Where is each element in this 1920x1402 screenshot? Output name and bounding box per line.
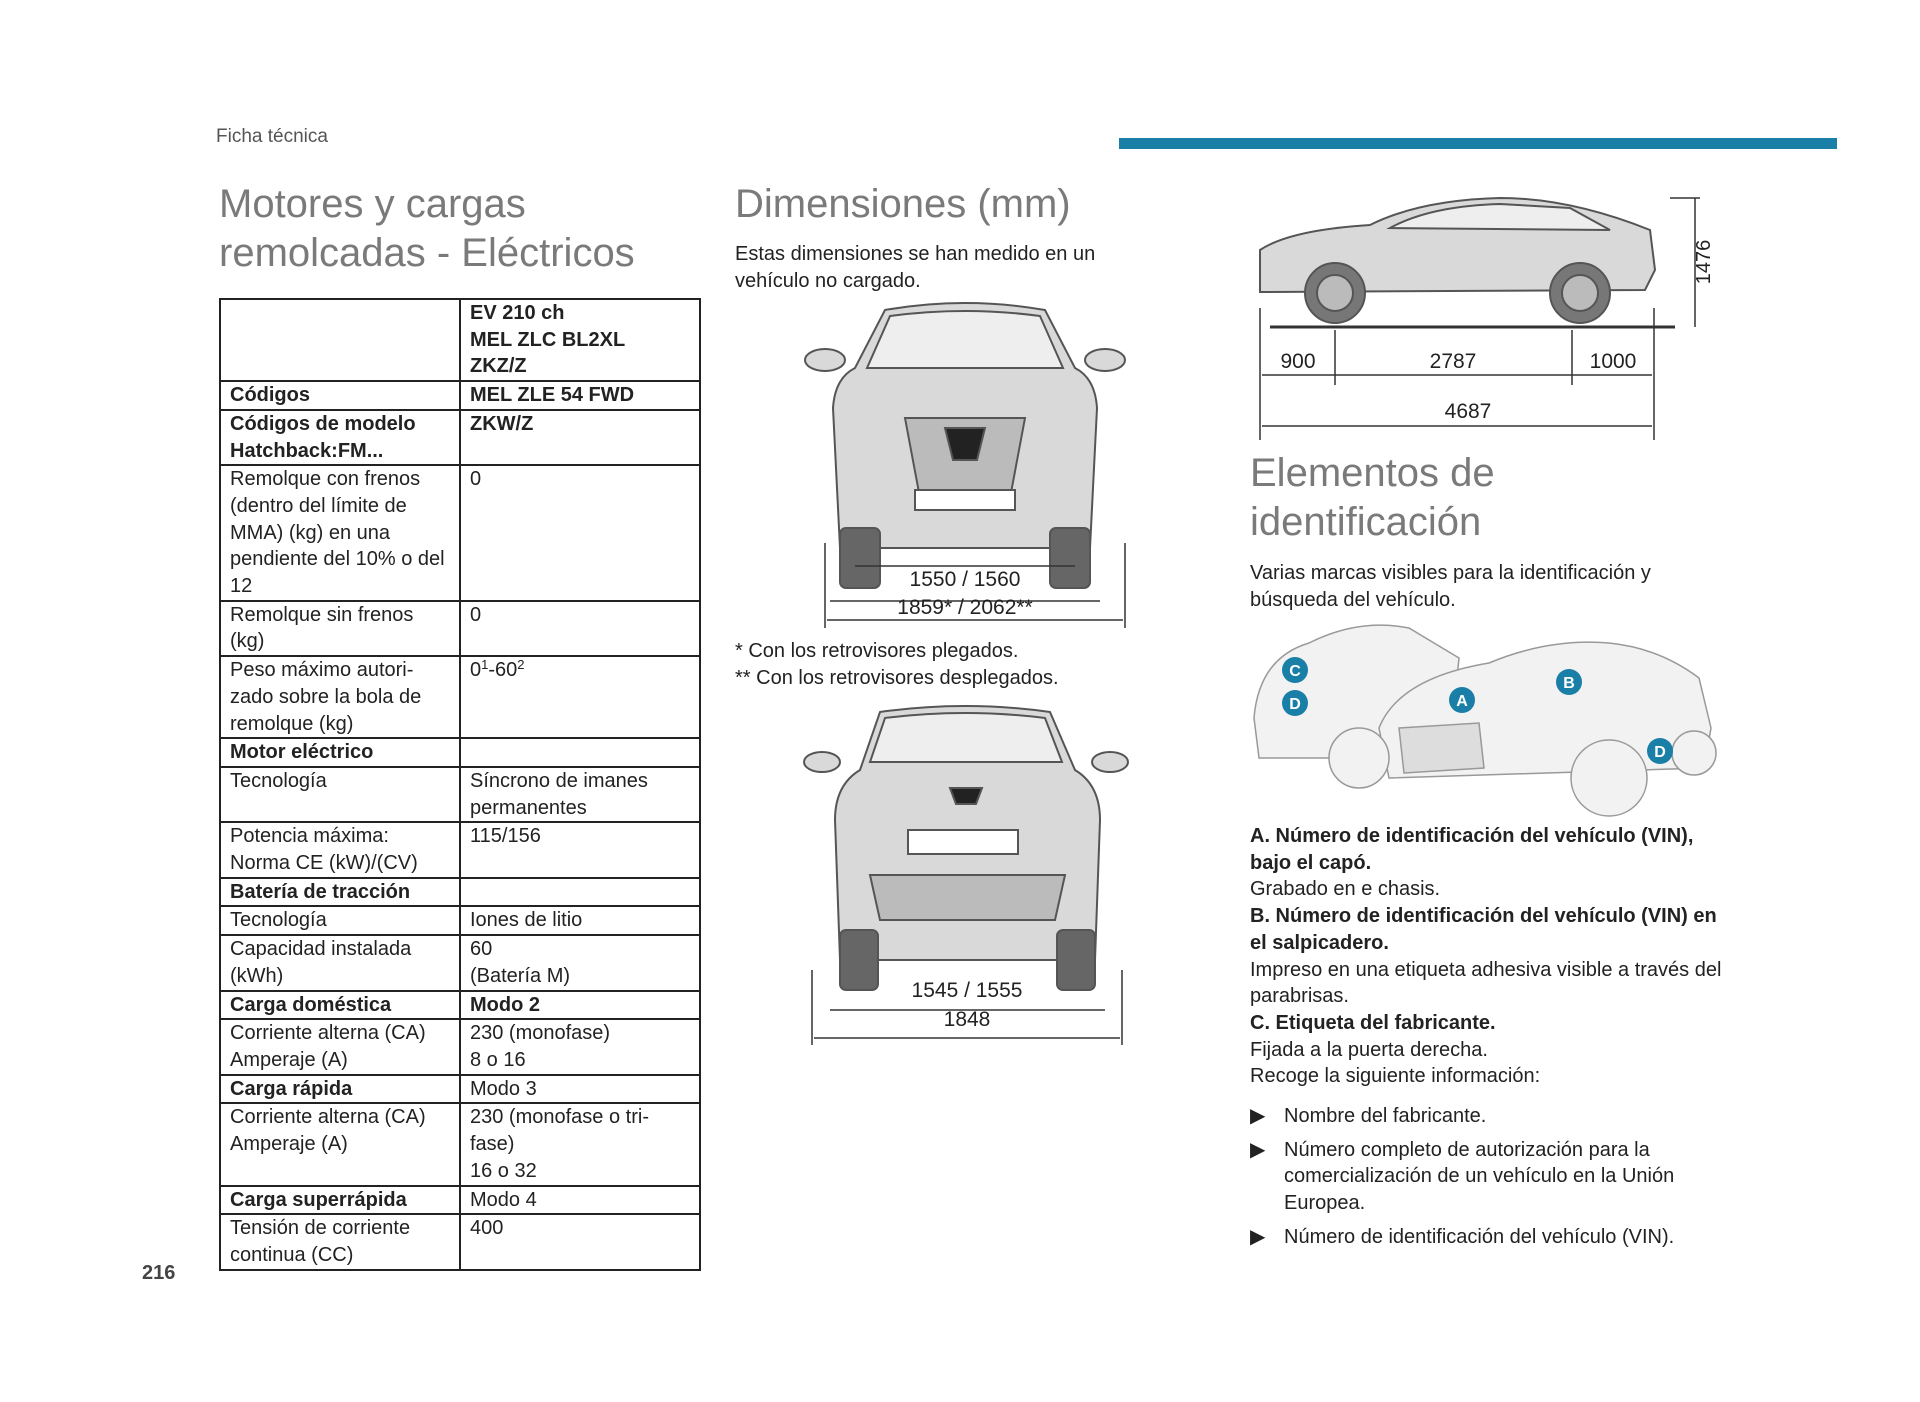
row-label: Tensión de corriente continua (CC) (220, 1214, 460, 1269)
bullet-text: Número de identificación del vehículo (VIN). (1284, 1225, 1675, 1248)
row-label: Peso máximo autori-zado sobre la bola de remolque (kg) (220, 656, 460, 738)
value-line: 8 o 16 (470, 1048, 526, 1071)
front-width-label: 1859* / 2062** (897, 596, 1033, 619)
arrow-bullet-icon: ▶ (1250, 1105, 1266, 1128)
marker-b: B (1563, 675, 1575, 692)
table-section-row (220, 738, 700, 767)
value-line: 60 (470, 938, 493, 961)
label-line: Amperaje (A) (230, 1048, 348, 1071)
row-label: Potencia máxima: Norma CE (kW)/(CV) (220, 822, 460, 877)
marker-a: A (1456, 693, 1468, 710)
list-item (1250, 1137, 1730, 1217)
footnote-1: * Con los retrovisores plegados. (735, 640, 1019, 662)
row-label: Códigos (220, 381, 460, 410)
row-label: Capacidad instalada (kWh) (220, 935, 460, 990)
row-label: Carga doméstica (220, 991, 460, 1020)
row-label: Motor eléctrico (220, 738, 460, 767)
item-b-title: B. Número de identificación del vehículo (VIN) en el salpicadero. (1250, 905, 1717, 954)
motores-title (219, 180, 635, 278)
footnote-ref: 2 (517, 657, 525, 673)
row-value: Modo 3 (460, 1075, 700, 1104)
title-line: identificación (1250, 500, 1482, 544)
row-value: Síncrono de imanes permanentes (460, 767, 700, 822)
value-line: 230 (monofase o tri-fase) (470, 1106, 649, 1156)
table-cell (220, 299, 460, 381)
table-row (220, 906, 700, 935)
arrow-bullet-icon: ▶ (1250, 1225, 1266, 1248)
footnote-2: ** Con los retrovisores desplegados. (735, 667, 1059, 689)
label-line: Corriente alterna (CA) (230, 1022, 426, 1045)
wheelbase-label: 2787 (1429, 350, 1477, 373)
table-row (220, 465, 700, 601)
table-cell (460, 299, 700, 381)
row-label: Carga superrápida (220, 1186, 460, 1215)
value-line: (Batería M) (470, 964, 571, 987)
title-line: Elementos de (1250, 451, 1495, 495)
row-value (460, 738, 700, 767)
bullet-text: Número completo de autorización para la comercialización de un vehículo en la Unión Europea. (1284, 1138, 1675, 1215)
title-line: Motores y cargas (219, 182, 526, 226)
arrow-bullet-icon: ▶ (1250, 1138, 1266, 1161)
table-section-row (220, 1075, 700, 1104)
table-row (220, 1103, 700, 1185)
row-value: ZKW/Z (460, 410, 700, 465)
row-value (460, 878, 700, 907)
title-line: remolcadas - Eléctricos (219, 231, 635, 275)
header-line: MEL ZLC BL2XL (470, 328, 626, 351)
table-row (220, 1019, 700, 1074)
row-value (460, 935, 700, 990)
rear-track-label: 1545 / 1555 (911, 979, 1023, 1002)
list-item (1250, 1103, 1730, 1130)
height-label: 1476 (1693, 239, 1715, 285)
table-row (220, 381, 700, 410)
table-section-row (220, 991, 700, 1020)
table-row (220, 656, 700, 738)
table-section-row (220, 878, 700, 907)
header-line: EV 210 ch (470, 302, 565, 324)
bullet-list (1250, 1103, 1730, 1251)
table-header-row (220, 299, 700, 381)
marker-c: C (1289, 663, 1301, 680)
specs-table (219, 298, 701, 1271)
row-label: Remolque sin frenos (kg) (220, 601, 460, 656)
marker-d: D (1289, 696, 1301, 713)
row-value (460, 1019, 700, 1074)
item-b-text: Impreso en una etiqueta adhesiva visible a través del parabrisas. (1250, 958, 1722, 1008)
section-header: Ficha técnica (216, 126, 328, 147)
identification-diagram (1249, 618, 1719, 823)
rear-width-label: 1848 (943, 1008, 991, 1031)
list-item (1250, 1224, 1730, 1251)
row-label: Códigos de modelo Hatchback:FM... (220, 410, 460, 465)
item-c-title: C. Etiqueta del fabricante. (1250, 1011, 1496, 1034)
table-row (220, 410, 700, 465)
table-row (220, 822, 700, 877)
dimensiones-intro: Estas dimensiones se han medido en un vehículo no cargado. (735, 243, 1096, 292)
dimensiones-title: Dimensiones (mm) (735, 182, 1071, 226)
front-overhang-label: 900 (1280, 350, 1316, 373)
front-track-label: 1550 / 1560 (909, 568, 1021, 591)
row-value: 115/156 (460, 822, 700, 877)
row-label: Remolque con frenos (dentro del límite de MMA) (kg) en una pendiente del 10% o del 12 (220, 465, 460, 601)
value-line: 16 o 32 (470, 1159, 537, 1182)
row-value (460, 656, 700, 738)
footnote-ref: 1 (481, 657, 489, 673)
page-number: 216 (142, 1262, 176, 1284)
table-section-row (220, 1186, 700, 1215)
identificacion-intro: Varias marcas visibles para la identificación y búsqueda del vehículo. (1250, 562, 1651, 611)
row-value (460, 1103, 700, 1185)
row-label (220, 1103, 460, 1185)
marker-d: D (1654, 744, 1666, 761)
label-line: Corriente alterna (CA) (230, 1106, 426, 1129)
row-value: Modo 4 (460, 1186, 700, 1215)
item-c-text: Recoge la siguiente información: (1250, 1065, 1541, 1088)
value-part: -60 (488, 659, 518, 682)
length-label: 4687 (1444, 400, 1492, 423)
row-label: Carga rápida (220, 1075, 460, 1104)
item-a-text: Grabado en e chasis. (1250, 878, 1441, 901)
row-label: Tecnología (220, 767, 460, 822)
table-row (220, 935, 700, 990)
table-row (220, 767, 700, 822)
row-label: Tecnología (220, 906, 460, 935)
row-value: MEL ZLE 54 FWD (460, 381, 700, 410)
rear-view-diagram (800, 700, 1135, 1050)
row-value: 0 (460, 601, 700, 656)
side-view-diagram (1250, 190, 1715, 445)
row-label (220, 1019, 460, 1074)
item-a-title: A. Número de identificación del vehículo (VIN), bajo el capó. (1250, 825, 1694, 874)
header-line: ZKZ/Z (470, 355, 527, 378)
row-value: 0 (460, 465, 700, 601)
accent-bar (1119, 138, 1837, 149)
value-line: 230 (monofase) (470, 1022, 611, 1045)
row-value: 400 (460, 1214, 700, 1269)
table-row (220, 601, 700, 656)
identificacion-title (1250, 449, 1495, 547)
value-part: 0 (470, 659, 482, 682)
specs-table-wrap (219, 298, 701, 1271)
table-row (220, 1214, 700, 1269)
row-label: Batería de tracción (220, 878, 460, 907)
identificacion-details (1250, 823, 1730, 1258)
item-c-text: Fijada a la puerta derecha. (1250, 1038, 1488, 1061)
front-view-diagram (795, 298, 1135, 633)
rear-overhang-label: 1000 (1589, 350, 1637, 373)
motores-section (219, 180, 635, 278)
label-line: Amperaje (A) (230, 1133, 348, 1156)
row-value: Iones de litio (460, 906, 700, 935)
row-value: Modo 2 (460, 991, 700, 1020)
bullet-text: Nombre del fabricante. (1284, 1105, 1487, 1128)
